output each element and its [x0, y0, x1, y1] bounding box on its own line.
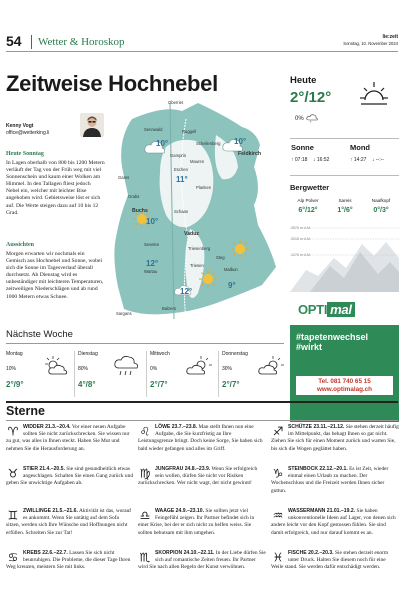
map-place: Planken [196, 185, 212, 190]
sign-text: Sie stehen derzeit häufig im Mittelpunkt, das behagt Ihnen so gar nicht. Ziehen Sie sich für einen Moment zurück und warten Sie, bis sich die Wogen geglättet haben. [271, 424, 399, 452]
today-title: Heute [290, 75, 317, 86]
sign-name: STIER 21.4.–20.5. [23, 466, 65, 472]
author-photo [80, 113, 104, 137]
map-place: Triesen [190, 263, 204, 268]
day-precip: 10% [6, 366, 17, 372]
map-temp: 11° [176, 175, 188, 184]
sign-text: Sie stehen derzeit enorm unter Druck. Halten Sie diesem noch für eine Weile stand. Sie werden dafür entschädigt werden. [271, 550, 389, 571]
divider [6, 420, 398, 421]
week-title: Nächste Woche [6, 329, 73, 340]
mountain-illustration [290, 222, 399, 292]
day-temp: 4°/8° [78, 380, 96, 389]
mountain-name: Naafkopf [371, 198, 391, 203]
horoscope-sign [6, 424, 134, 453]
svg-text:♋: ♋ [7, 550, 19, 564]
section-title: Wetter & Horoskop [38, 36, 125, 48]
article-headline: Zeitweise Hochnebel [6, 71, 218, 96]
day-temp: 2°/7° [222, 380, 240, 389]
sign-name: LÖWE 23.7.–23.8. [155, 424, 198, 430]
map-place: Schaan [174, 209, 189, 214]
zodiac-icon [6, 424, 20, 438]
svg-text:♒: ♒ [272, 508, 284, 522]
zodiac-icon [6, 508, 20, 522]
sun-cloud-icon [256, 354, 286, 378]
divider [218, 351, 219, 397]
horoscope-sign [138, 466, 266, 488]
horoscope-sign [271, 466, 399, 495]
svg-text:♎: ♎ [139, 508, 151, 522]
map-place: Sevelen [144, 242, 160, 247]
svg-text:♌: ♌ [139, 424, 151, 438]
section-text: In Lagen oberhalb von 800 bis 1200 Metern verläuft der Tag von der Früh weg mit viel Sonnenschein und kaum einer Wolken am Himmel. In den Tallagen fliest jedoch Nebel ein, welcher mit leichter Bise angehoben wird. Gebietsweise löst er sich auf. Die Werte steigen dazu auf 10 bis 12 Grad. [6, 159, 105, 216]
sign-name: WIDDER 21.3.–20.4. [23, 424, 71, 430]
author-block [6, 123, 49, 137]
zodiac-icon [271, 424, 285, 438]
mountain-name: Alp Polver [297, 198, 319, 203]
svg-text:♉: ♉ [7, 466, 19, 480]
forecast-day [222, 351, 292, 397]
sign-text: Sie haben unkonventionelle Ideen auf Lager, von denen sich andere leicht vor den Kopf gestossen fühlen. Sie sind damit erfolgreich, und nur darauf kommt es an. [271, 508, 396, 536]
map-place: Sargans [116, 311, 132, 316]
zodiac-icon [138, 424, 152, 438]
horoscope-sign [271, 550, 399, 572]
moonrise: ↑ 14:27 [350, 157, 367, 163]
sign-name: SKORPION 24.10.–22.11. [155, 550, 215, 556]
sun-icon [230, 239, 250, 259]
horoscope-sign [6, 550, 134, 572]
map-place: Ruggell [182, 129, 197, 134]
svg-text:♐: ♐ [272, 424, 284, 438]
map-place: Feldkirch [238, 151, 262, 157]
zodiac-icon [138, 466, 152, 480]
sunrise: ↑ 07:18 [291, 157, 308, 163]
map-place: Steg [216, 255, 225, 260]
sign-text: Es ist Zeit, wieder einmal einen Urlaub zu machen. Der Wochenschluss und die Freizeit werden Ihnen sicher guttun. [271, 466, 389, 494]
map-temp: 10° [156, 139, 169, 148]
forecast-day [78, 351, 148, 397]
zodiac-icon [271, 466, 285, 480]
sign-name: JUNGFRAU 24.8.–23.9. [155, 466, 211, 472]
map-place: Grabs [128, 194, 140, 199]
map-place: Gamprin [170, 153, 187, 158]
horoscope-sign [6, 466, 134, 488]
altitude-label: 1270 m ü.M. [291, 253, 311, 257]
day-name: Dienstag [78, 351, 98, 357]
horoscope-sign [6, 508, 134, 537]
map-place: Eschen [174, 167, 188, 172]
map-temp: 10° [234, 137, 247, 146]
rain-cloud-icon [112, 354, 142, 378]
ad-slogan: #tapetenwechsel #wirkt [296, 332, 369, 353]
map-temp: 12° [180, 287, 193, 296]
divider [6, 343, 284, 344]
map-place: Oberriet [168, 100, 184, 105]
day-name: Montag [6, 351, 23, 357]
section-heading: Heute Sonntag [6, 151, 44, 157]
zodiac-icon [138, 508, 152, 522]
mountain-name: Sareis [338, 198, 352, 203]
map-place: Balzers [162, 306, 176, 311]
sign-name: ZWILLINGE 21.5.–21.6. [23, 508, 78, 514]
ad-phone: Tel. 081 740 65 15 [318, 378, 371, 385]
mountain-temp: 6°/12° [298, 207, 318, 214]
section-text: Morgen erwarten wir nochmals ein Gemisch aus Hochnebel und Sonne, wobei sich die Sonne im Tagesverlauf überall durchsetzt. Ab Dienstag wird es unbeständiger mit leichteren Temperaturen, zeitweiligen Niederschlägen und ab rund 1000 Metern etwas Schnee. [6, 250, 104, 300]
today-temp: 2°/12° [290, 89, 332, 106]
divider [290, 138, 399, 139]
header-rule [6, 51, 398, 52]
sign-name: STEINBOCK 22.12.–20.1. [288, 466, 348, 472]
author-email: office@wetterking.li [6, 130, 50, 136]
article-section [6, 242, 105, 301]
header-meta [343, 34, 398, 47]
weather-map [104, 97, 284, 325]
moon-title: Mond [350, 143, 370, 152]
ad-contact [296, 376, 393, 395]
svg-text:♓: ♓ [272, 550, 284, 564]
altitude-label: 2015 m ü.M. [291, 237, 311, 241]
sign-name: WASSERMANN 21.01.–19.2. [288, 508, 356, 514]
mountain-title: Bergwetter [290, 183, 330, 192]
sign-text: Wenn Sie erfolgreich sein wollen, dürfen Sie nicht vor Risiken zurückschrecken. Wer nicht wagt, der nicht gewinnt! [138, 466, 258, 487]
sign-text: In der Liebe dürfen Sie sich auf romantische Zeiten freuen. Ihr Partner wird Sie nach allen Regeln der Kunst verwöhnen. [138, 550, 266, 571]
article-section [6, 151, 105, 217]
precip-value: 0% [295, 116, 304, 122]
day-temp: 2°/9° [6, 380, 24, 389]
sign-text: Aktivität ist das, worauf es ankommt. Wenn Sie untätig auf dem Sofa sitzen, werden sich Ihre Wünsche und Hoffnungen nicht erfüllen. Schreiten Sie zur Tat! [6, 508, 132, 536]
ad-logo-area [290, 296, 399, 325]
svg-text:♏: ♏ [139, 550, 151, 564]
sun-icon [198, 269, 218, 289]
sun-title: Sonne [291, 143, 314, 152]
map-place: Vaduz [184, 231, 199, 237]
horoscope-sign [271, 424, 399, 453]
zodiac-icon [6, 550, 20, 564]
issue-date: Sonntag, 10. November 2024 [343, 41, 398, 46]
sign-text: Lassen Sie sich nicht beunruhigen. Die Probleme, die dieser Tage Ihren Weg kreuzen, meistern Sie mit links. [6, 550, 131, 571]
map-place: Triesenberg [188, 246, 211, 251]
svg-text:♊: ♊ [7, 508, 19, 522]
divider [146, 351, 147, 397]
map-place: Buchs [132, 208, 148, 214]
advertisement[interactable] [290, 296, 399, 422]
sign-text: Sie sind gesundheitlich etwas angeschlagen. Schalten Sie einen Gang zurück und geben Sie unwichtige Aufgaben ab. [6, 466, 134, 487]
ad-web: www.optimalag.ch [316, 385, 373, 393]
map-temp: 9° [228, 281, 236, 290]
map-temp: 12° [146, 259, 159, 268]
sun-cloud-icon [184, 354, 214, 378]
map-temp: 10° [146, 217, 159, 226]
forecast-day [6, 351, 76, 397]
zodiac-icon [271, 550, 285, 564]
horoscope-sign [138, 424, 266, 453]
horoscope-sign [271, 508, 399, 537]
day-name: Mittwoch [150, 351, 170, 357]
sign-text: Man stellt Ihnen nun eine Aufgabe, die Sie kurzfristig an Ihre Leistungsgrenze bringt. Doch keine Sorge, Sie haben sich bald wieder gefangen und alles im Griff. [138, 424, 263, 452]
sun-cloud-icon [40, 354, 70, 378]
stars-title: Sterne [6, 404, 45, 418]
cloud-rain-icon [306, 114, 318, 123]
altitude-label: 2570 m ü.M. [291, 226, 311, 230]
map-place: Wartau [144, 269, 158, 274]
zodiac-icon [271, 508, 285, 522]
ad-logo: OPTI mal [298, 302, 355, 317]
moonset: ↓ --:-- [372, 157, 384, 163]
mountain-temp: 0°/3° [373, 207, 389, 214]
sun-icon [356, 80, 392, 110]
svg-text:♈: ♈ [7, 424, 19, 438]
map-place: Gams [118, 175, 130, 180]
day-precip: 80% [78, 366, 89, 372]
map-place: Malbun [224, 267, 238, 272]
day-precip: 30% [222, 366, 233, 372]
map-place: Mauren [190, 159, 205, 164]
zodiac-icon [138, 550, 152, 564]
header-divider [31, 35, 32, 49]
divider [290, 175, 399, 176]
sign-text: Sie sollten jetzt viel Feingefühl zeigen. Ihr Partner befindet sich in einer Krise, bei der er sich nicht zu helfen weiss. Sie sollten behutsam mit ihm umgehen. [138, 508, 255, 536]
divider [74, 351, 75, 397]
mountain-temp: 1°/6° [337, 207, 353, 214]
today-precip [295, 116, 304, 122]
sign-name: SCHÜTZE 23.11.–21.12. [288, 424, 345, 430]
sunset: ↓ 16:52 [313, 157, 330, 163]
horoscope-sign [138, 550, 266, 572]
sign-text: Vor einer neuen Aufgabe sollten Sie nicht zurückschrecken. Sie wissen nur zu gut, was alles in Ihnen steckt. Haben Sie Mut und nehmen Sie die Herausforderung an. [6, 424, 130, 452]
author-name: Kenny Vogt [6, 123, 34, 129]
section-heading: Aussichten [6, 242, 35, 248]
sign-name: FISCHE 20.2.–20.3. [288, 550, 334, 556]
day-temp: 2°/7° [150, 380, 168, 389]
svg-text:♍: ♍ [139, 466, 151, 480]
sign-name: KREBS 22.6.–22.7. [23, 550, 68, 556]
brand-name: lie:zeit [382, 34, 398, 40]
day-name: Donnerstag [222, 351, 248, 357]
forecast-day [150, 351, 220, 397]
horoscope-sign [138, 508, 266, 537]
svg-text:♑: ♑ [272, 466, 284, 480]
page-number: 54 [6, 33, 22, 49]
section-rule [6, 401, 398, 403]
zodiac-icon [6, 466, 20, 480]
map-place: Schellenberg [196, 141, 221, 146]
map-place: Sennwald [144, 127, 163, 132]
day-precip: 0% [150, 366, 158, 372]
sign-name: WAAGE 24.9.–23.10. [155, 508, 204, 514]
